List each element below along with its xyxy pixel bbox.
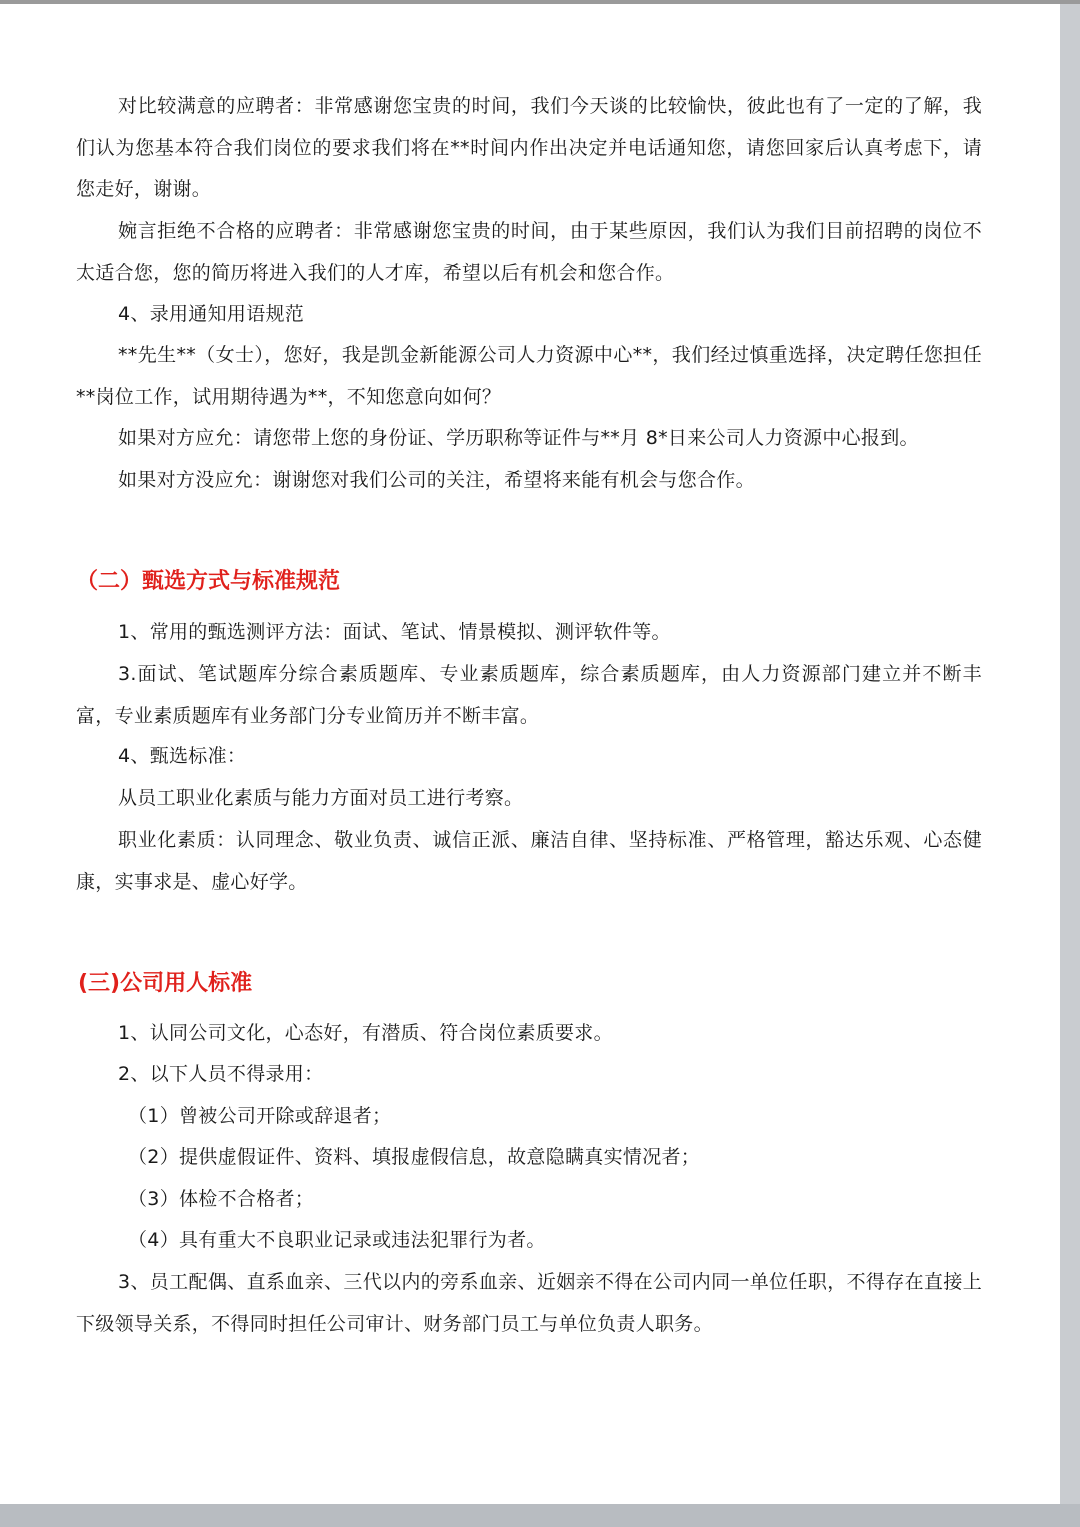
list-item-exclusion-2: （2）提供虚假证件、资料、填报虚假信息，故意隐瞒真实情况者；	[128, 1146, 701, 1168]
page-edge-bottom	[0, 1504, 1080, 1527]
paragraph-selection-methods: 1、常用的甄选测评方法：面试、笔试、情景模拟、测评软件等。	[118, 621, 671, 643]
section-heading-selection: （二）甄选方式与标准规范	[76, 569, 341, 594]
section-heading-hiring-standard: (三)公司用人标准	[78, 971, 253, 996]
list-item-exclusion-1: （1）曾被公司开除或辞退者；	[128, 1105, 392, 1127]
document-page	[0, 4, 1060, 1504]
paragraph-hiring-criteria-1: 1、认同公司文化，心态好，有潜质、符合岗位素质要求。	[118, 1022, 613, 1044]
paragraph-professional-qualities: 职业化素质：认同理念、敬业负责、诚信正派、廉洁自律、坚持标准、严格管理，豁达乐观、心态健康，实事求是、虚心好学。	[76, 829, 982, 893]
paragraph-if-decline: 如果对方没应允：谢谢您对我们公司的关注，希望将来能有机会与您合作。	[118, 469, 755, 491]
list-item-exclusion-4: （4）具有重大不良职业记录或违法犯罪行为者。	[128, 1229, 546, 1251]
paragraph-hiring-criteria-3: 3、员工配偶、直系血亲、三代以内的旁系血亲、近姻亲不得在公司内同一单位任职，不得存在直接上下级领导关系，不得同时担任公司审计、财务部门员工与单位负责人职务。	[76, 1271, 982, 1335]
paragraph-question-bank: 3.面试、笔试题库分综合素质题库、专业素质题库，综合素质题库，由人力资源部门建立并不断丰富，专业素质题库有业务部门分专业简历并不断丰富。	[76, 663, 982, 727]
item-offer-title: 4、录用通知用语规范	[118, 303, 305, 325]
page-edge-right	[1060, 4, 1080, 1507]
list-item-exclusion-3: （3）体检不合格者；	[128, 1188, 315, 1210]
paragraph-satisfied-candidate: 对比较满意的应聘者：非常感谢您宝贵的时间，我们今天谈的比较愉快，彼此也有了一定的了解，我们认为您基本符合我们岗位的要求我们将在**时间内作出决定并电话通知您，请您回家后认真考虑下，请您走好，谢谢。	[76, 95, 982, 200]
paragraph-reject-candidate: 婉言拒绝不合格的应聘者：非常感谢您宝贵的时间，由于某些原因，我们认为我们目前招聘的岗位不太适合您，您的简历将进入我们的人才库，希望以后有机会和您合作。	[76, 220, 982, 284]
paragraph-assessment-scope: 从员工职业化素质与能力方面对员工进行考察。	[118, 787, 524, 809]
paragraph-hiring-criteria-2: 2、以下人员不得录用：	[118, 1063, 324, 1085]
paragraph-offer-script: **先生**（女士），您好，我是凯金新能源公司人力资源中心**，我们经过慎重选择，决定聘任您担任**岗位工作，试用期待遇为**，不知您意向如何？	[76, 344, 982, 408]
paragraph-if-accept: 如果对方应允：请您带上您的身份证、学历职称等证件与**月 8*日来公司人力资源中心报到。	[118, 427, 919, 449]
paragraph-selection-standard-title: 4、甄选标准：	[118, 745, 247, 767]
